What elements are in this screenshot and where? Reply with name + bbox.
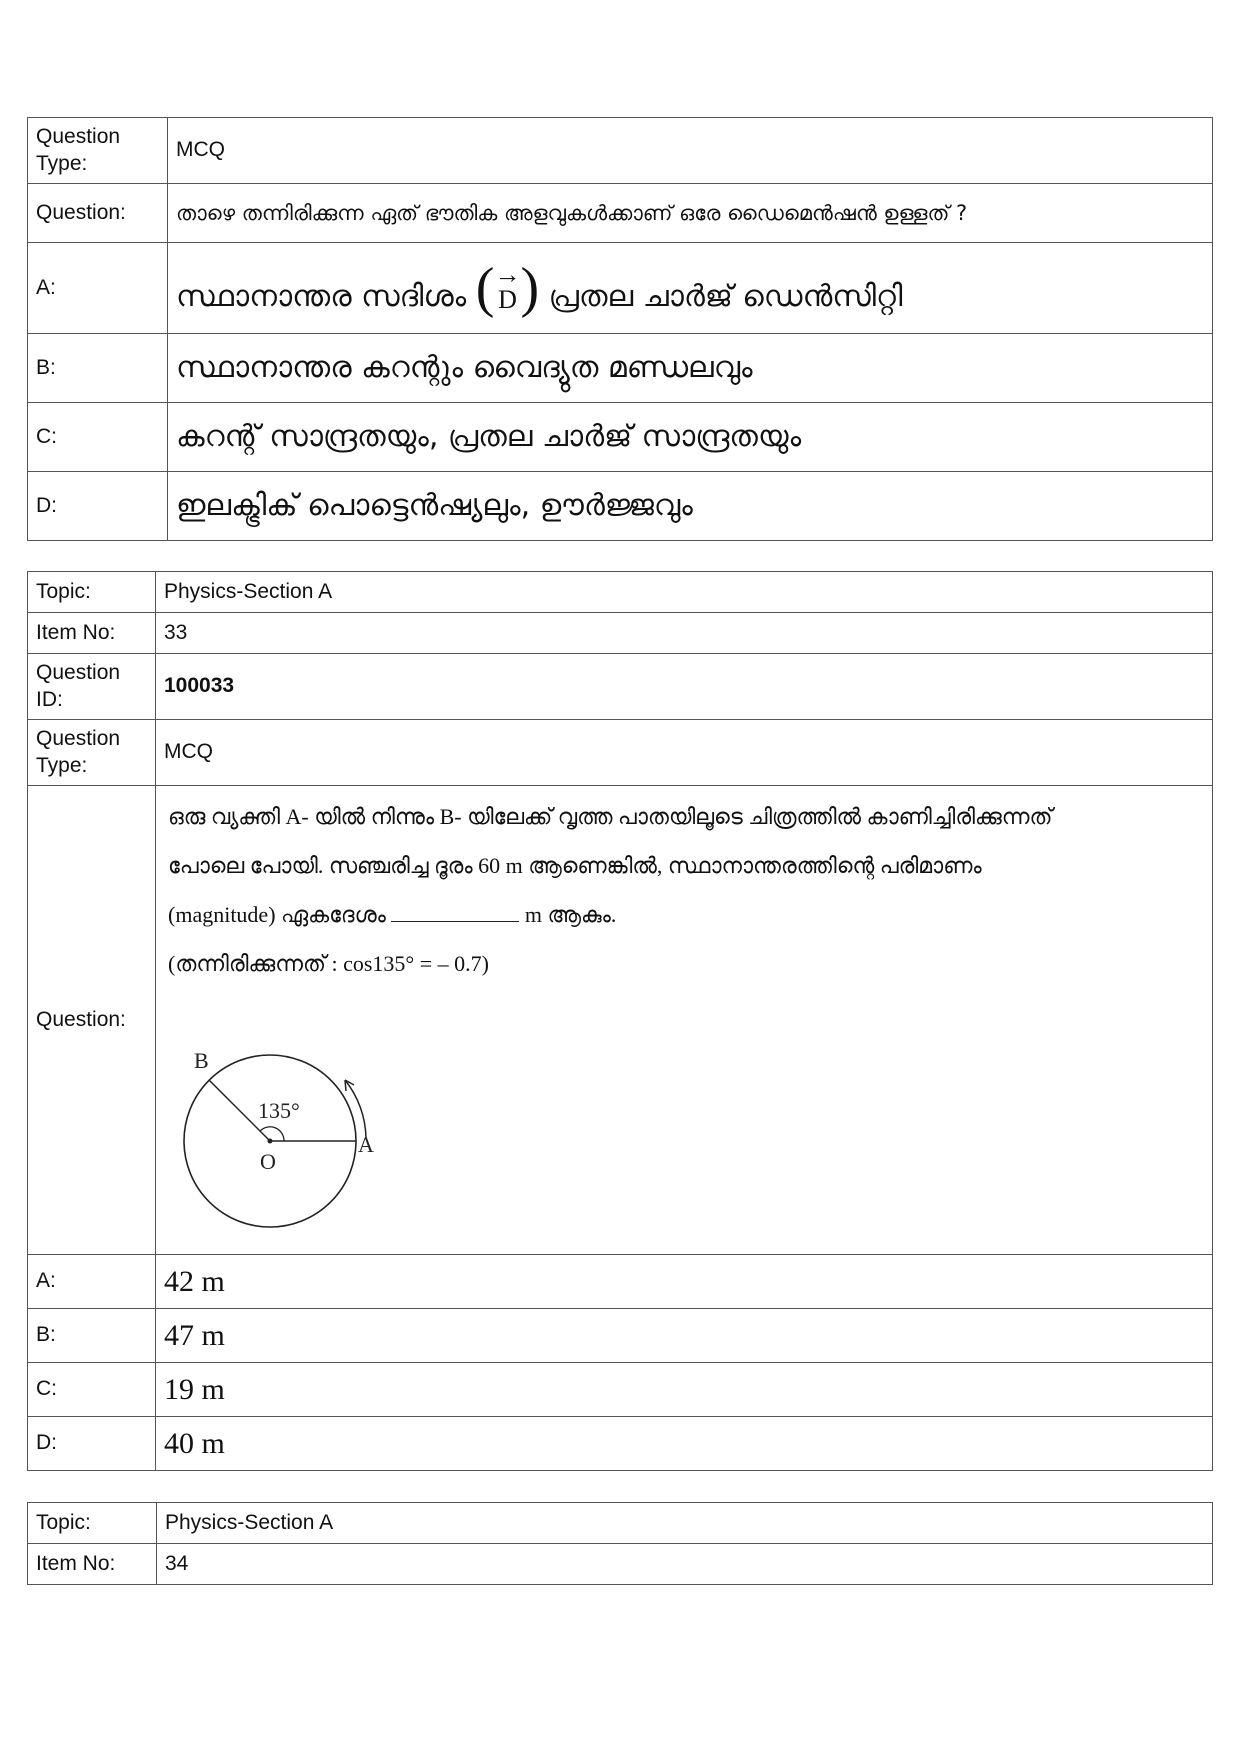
option-c-text: 19 m: [156, 1363, 1213, 1417]
option-a-text-after: പ്രതല ചാർജ് ഡെൻസിറ്റി: [548, 279, 903, 314]
label-a: A: [358, 1132, 374, 1157]
option-a-label: A:: [28, 243, 168, 334]
option-b-label: B:: [28, 334, 168, 403]
option-c-text: കറന്റ് സാന്ദ്രതയും, പ്രതല ചാർജ് സാന്ദ്രതയും: [168, 403, 1213, 472]
answer-blank: [391, 903, 519, 922]
question-text: [168, 786, 1204, 988]
question-line-3: (magnitude) ഏകദേശം m ആകും.: [168, 902, 617, 927]
label-o: O: [260, 1149, 276, 1174]
circular-path-figure: [168, 1038, 398, 1238]
center-point: [268, 1139, 273, 1144]
topic-label: Topic:: [28, 572, 156, 613]
option-a-label: A:: [28, 1255, 156, 1309]
question-text: താഴെ തന്നിരിക്കുന്ന ഏത് ഭൗതിക അളവുകൾക്കാണ് ഒരേ ഡൈമെൻഷൻ ഉള്ളത് ?: [168, 184, 1213, 243]
question-type-label: Question Type:: [28, 118, 168, 184]
option-b-text: സ്ഥാനാന്തര കറന്റും വൈദ്യുത മണ്ഡലവും: [168, 334, 1213, 403]
item-no-value: 34: [157, 1544, 1213, 1585]
option-b-text: 47 m: [156, 1309, 1213, 1363]
option-b-label: B:: [28, 1309, 156, 1363]
question-label: Question:: [28, 786, 156, 1255]
question-line-2: പോലെ പോയി. സഞ്ചരിച്ച ദൂരം 60 m ആണെങ്കിൽ, സ്ഥാനാന്തരത്തിന്റെ പരിമാണം: [168, 853, 982, 878]
question-block-3: [27, 1502, 1213, 1585]
option-d-text: ഇലക്ട്രിക് പൊട്ടെൻഷ്യലും, ഊർജ്ജവും: [168, 472, 1213, 541]
topic-value: Physics-Section A: [156, 572, 1213, 613]
option-d-label: D:: [28, 472, 168, 541]
question-label: Question:: [28, 184, 168, 243]
option-c-label: C:: [28, 1363, 156, 1417]
option-c-label: C:: [28, 403, 168, 472]
question-id-label: Question ID:: [28, 654, 156, 720]
option-a-text-before: സ്ഥാനാന്തര സദിശം: [176, 279, 467, 314]
question-line-4: (തന്നിരിക്കുന്നത് : cos135° = – 0.7): [168, 951, 489, 976]
question-type-value: MCQ: [168, 118, 1213, 184]
item-no-label: Item No:: [28, 1544, 157, 1585]
angle-label: 135°: [258, 1098, 300, 1123]
question-line-1: ഒരു വ്യക്തി A- യിൽ നിന്നും B- യിലേക്ക് വൃത്ത പാതയിലൂടെ ചിത്രത്തിൽ കാണിച്ചിരിക്കുന്നത്: [168, 804, 1053, 829]
question-type-label: Question Type:: [28, 720, 156, 786]
displacement-vector-symbol: ( → D ): [475, 257, 540, 319]
question-block-1: [27, 117, 1213, 541]
question-body: [156, 786, 1213, 1255]
question-id-value: 100033: [156, 654, 1213, 720]
item-no-value: 33: [156, 613, 1213, 654]
topic-label: Topic:: [28, 1503, 157, 1544]
option-a-text: 42 m: [156, 1255, 1213, 1309]
option-a-text: [168, 243, 1213, 334]
option-d-text: 40 m: [156, 1417, 1213, 1471]
topic-value: Physics-Section A: [157, 1503, 1213, 1544]
question-type-value: MCQ: [156, 720, 1213, 786]
item-no-label: Item No:: [28, 613, 156, 654]
question-block-2: [27, 571, 1213, 1471]
label-b: B: [194, 1048, 209, 1073]
vector-arrow: →: [494, 260, 521, 290]
option-d-label: D:: [28, 1417, 156, 1471]
vector-letter: D: [498, 285, 517, 314]
